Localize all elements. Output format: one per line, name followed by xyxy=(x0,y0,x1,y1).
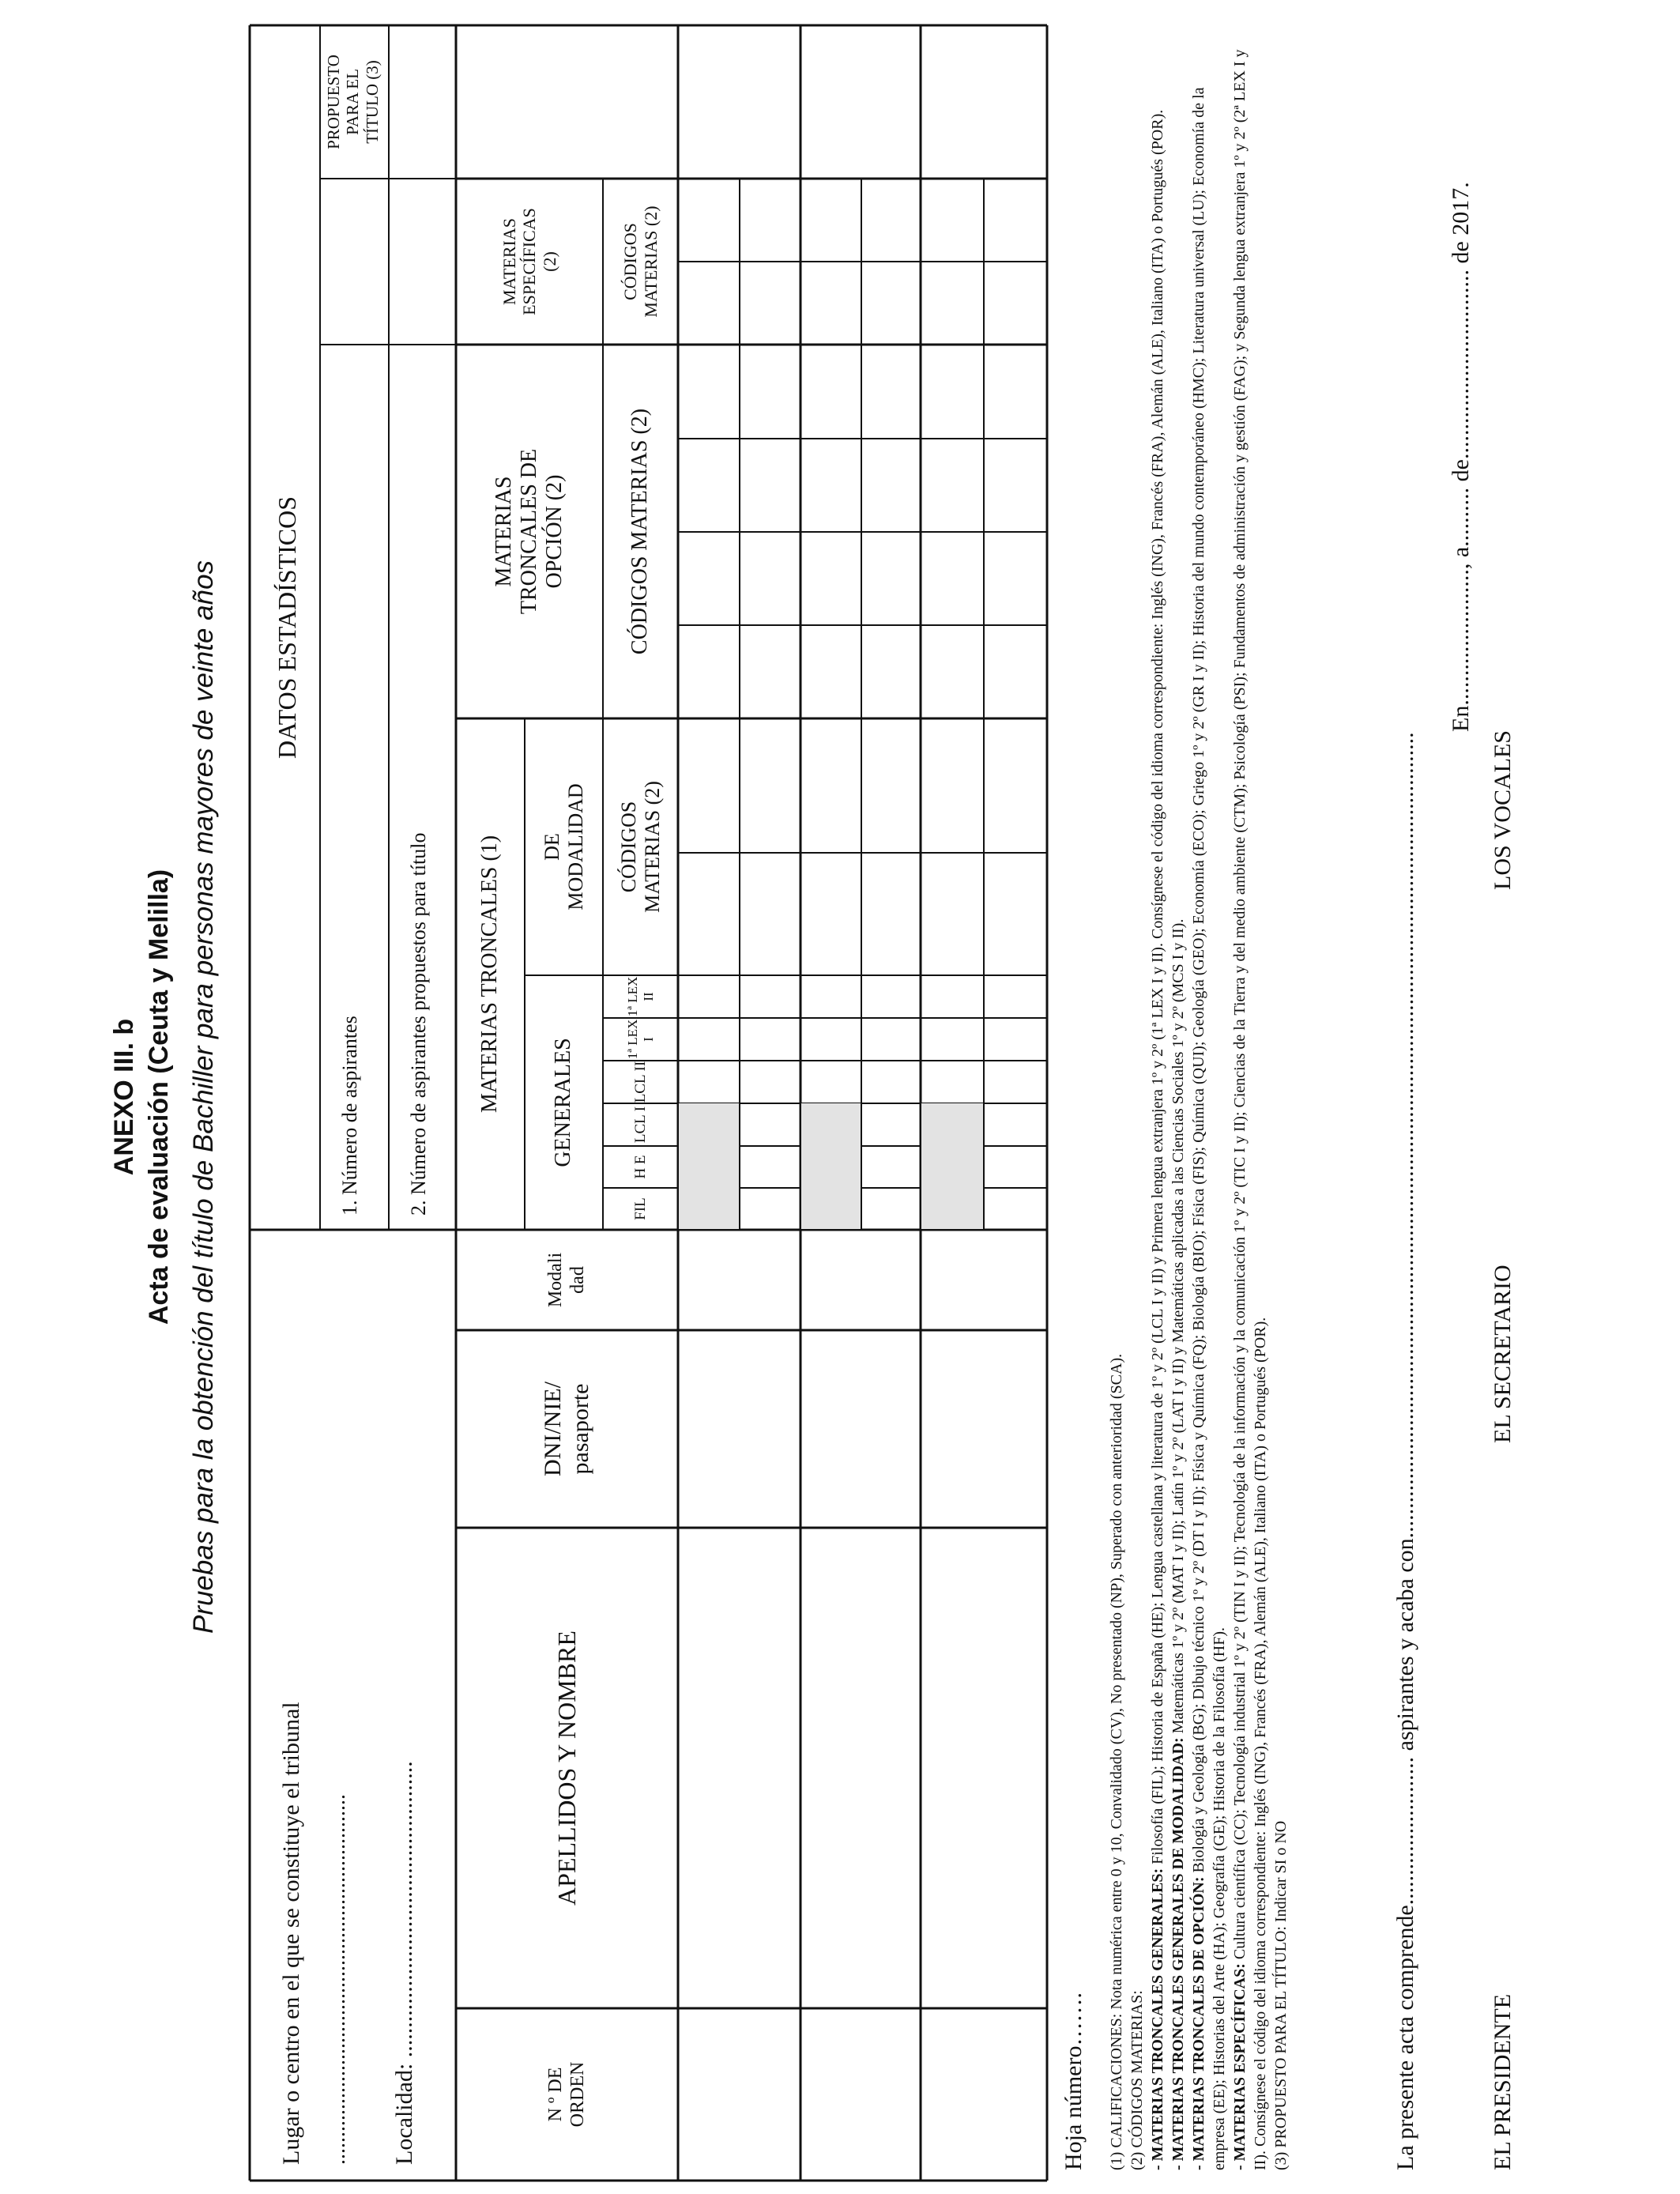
annex-number: ANEXO III. b xyxy=(109,1018,139,1176)
propuesto-header: PROPUESTO PARA EL TÍTULO (3) xyxy=(324,55,382,149)
especificas-header: MATERIAS ESPECÍFICAS (2) xyxy=(499,208,559,315)
stat-propuestos: 2. Número de aspirantes propuestos para título xyxy=(407,832,430,1216)
col-modalidad-header: Modali dad xyxy=(544,1252,588,1308)
note-propuesto: (3) PROPUESTO PARA EL TÍTULO: Indicar SI o NO xyxy=(1272,1820,1290,2170)
troncales-opcion-header: MATERIAS TRONCALES DE OPCIÓN (2) xyxy=(491,448,567,615)
document-subtitle: Pruebas para la obtención del título de Bachiller para personas mayores de veinte años xyxy=(188,560,219,1634)
troncales-header: MATERIAS TRONCALES (1) xyxy=(477,835,503,1114)
note-troncales-opcion: - MATERIAS TRONCALES DE OPCIÓN: Biología y Geología (BG); Dibujo técnico 1º y 2º (DT I y II); Física y Química (FQ); Biología (BIO); Física (FIS); Química (QUI); Geología (GEO); Economía (ECO); Griego 1º y 2º (GR I y II); Historia del mundo contemporáneo (HMC); Literatura universal (LU); Economía de la empresa (EE); Historias del Arte (HA); Geografía (GE); Historia de la Filosofía (HF). xyxy=(1190,87,1228,2170)
subject-lex-2: 1ª LEX II xyxy=(624,976,656,1017)
localidad-label: Localidad: .................................................. xyxy=(391,1761,417,2165)
note-calificaciones: (1) CALIFICACIONES: Nota numérica entre 0 y 10, Convalidado (CV), No presentado (NP), Superado con anterioridad (SCA). xyxy=(1108,1353,1125,2170)
subject-lcl-1: LCL I xyxy=(631,1106,649,1144)
subject-lcl-2: LCL II xyxy=(631,1061,649,1103)
subject-lex-1: 1ª LEX I xyxy=(624,1019,656,1060)
note-especificas: - MATERIAS ESPECÍFICAS: Cultura científica (CC); Tecnología industrial 1º y 2º (TIN I y II); Tecnología de la información y la comunicación 1º y 2º (TIC I y II); Ciencias de la Tierra y del medio ambiente (CTM); Psicología (PSI); Fundamentos de administración y gestión (FAG); y Segunda lengua extranjera 1º y 2º (2ª LEX I y II). Consígnese el código del idioma correspondiente: Inglés (ING), Francés (FRA), Alemán (ALE), Italiano (ITA) o Portugués (POR). xyxy=(1231,49,1269,2170)
lugar-dots: ................................................................... xyxy=(326,1794,350,2165)
subject-he: H E xyxy=(631,1155,649,1179)
footnotes xyxy=(1106,36,1291,2170)
lugar-label: Lugar o centro en el que se constituye el tribunal xyxy=(278,1702,304,2165)
stat-aspirantes: 1. Número de aspirantes xyxy=(338,1016,361,1216)
note-troncales-modalidad: - MATERIAS TRONCALES GENERALES DE MODALIDAD: Matemáticas 1º y 2º (MAT I y II); Latín 1º y 2º (LAT I y II) y Matemáticas aplicadas a las Ciencias Sociales 1º y 2º (MCS I y II). xyxy=(1170,918,1187,2170)
acta-comprende: La presente acta comprende......................... aspirantes y acaba con........................................................................................................................................ xyxy=(1392,732,1418,2170)
generales-header: GENERALES xyxy=(551,1038,576,1167)
note-codigos: (2) CÓDIGOS MATERIAS: xyxy=(1128,1990,1146,2170)
subject-fil: FIL xyxy=(631,1197,649,1220)
signature-presidente: EL PRESIDENTE xyxy=(1490,1993,1516,2170)
signature-secretario: EL SECRETARIO xyxy=(1490,1265,1516,1443)
codigos-opcion-header: CÓDIGOS MATERIAS (2) xyxy=(627,408,653,655)
datos-estadisticos-title: DATOS ESTADÍSTICOS xyxy=(273,496,301,759)
note-troncales-generales: - MATERIAS TRONCALES GENERALES: Filosofía (FIL); Historia de España (HE); Lengua castellana y literatura de 1º y 2º (LCL I y II) y Primera lengua extranjera 1º y 2º (1ª LEX I y II). Consígnese el código del idioma correspondiente: Inglés (ING), Francés (FRA), Alemán (ALE), Italiano (ITA) o Portugués (POR). xyxy=(1149,109,1166,2170)
de-modalidad-header: DE MODALIDAD xyxy=(540,783,587,910)
document-title: Acta de evaluación (Ceuta y Melilla) xyxy=(144,869,174,1325)
fecha-lugar: En......................., a.......... de................................ de 2017. xyxy=(1448,182,1474,732)
codigos-especificas-header: CÓDIGOS MATERIAS (2) xyxy=(620,205,661,318)
signature-vocales: LOS VOCALES xyxy=(1490,730,1516,890)
col-nombre-header: APELLIDOS Y NOMBRE xyxy=(552,1630,582,1906)
codigos-modalidad-header: CÓDIGOS MATERIAS (2) xyxy=(616,781,664,913)
col-orden-header: N º DE ORDEN xyxy=(544,2061,588,2128)
hoja-numero: Hoja número……. xyxy=(1060,1992,1087,2170)
col-dni-header: DNI/NIE/ pasaporte xyxy=(540,1382,593,1476)
